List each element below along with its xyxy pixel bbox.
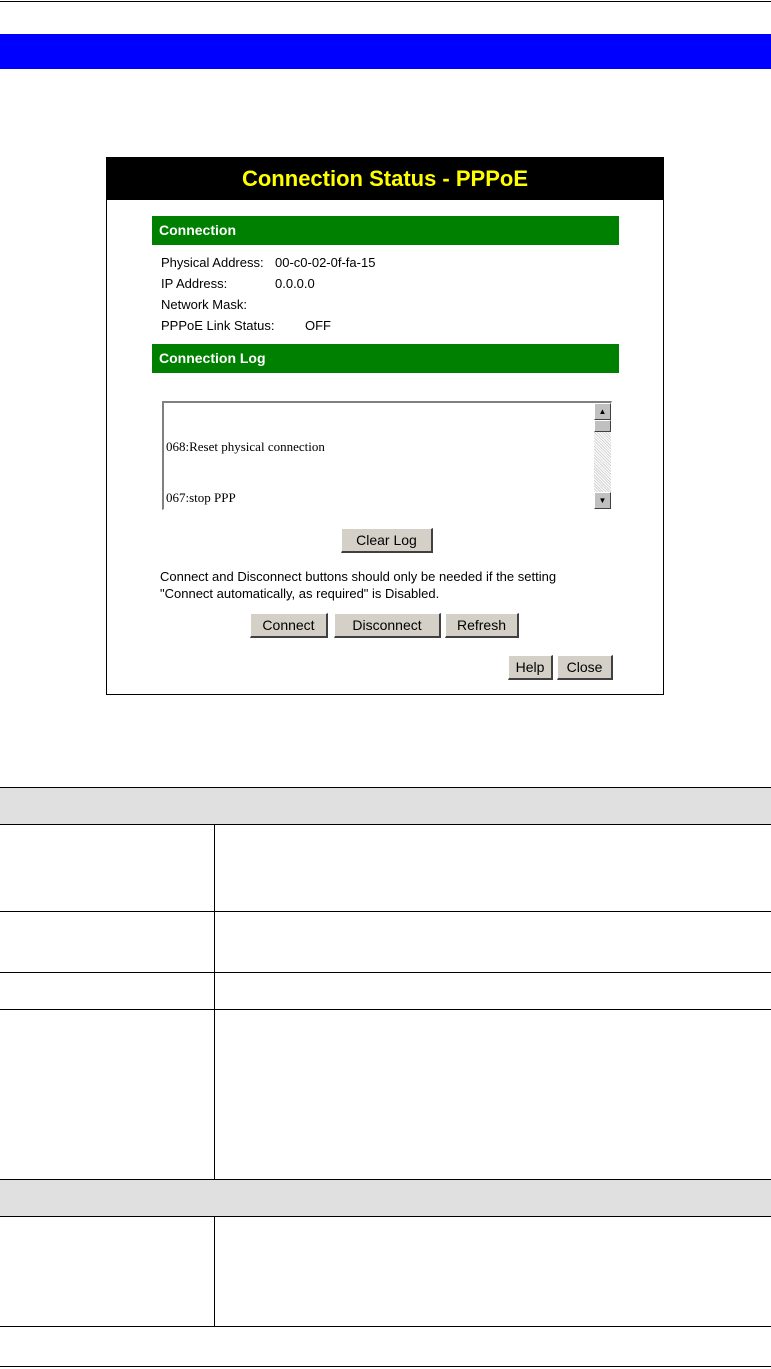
table-section-header-row — [0, 787, 771, 824]
network-mask-row — [161, 296, 247, 314]
clear-log-button[interactable]: Clear Log — [341, 528, 433, 553]
network-mask-label: Network Mask: — [161, 297, 247, 312]
window-title: Connection Status - PPPoE — [107, 158, 663, 200]
connect-note — [160, 568, 600, 602]
table-row — [0, 911, 771, 972]
close-button[interactable]: Close — [557, 655, 613, 680]
connection-log-textarea[interactable] — [162, 401, 612, 510]
connection-section-header: Connection — [152, 216, 619, 245]
physical-address-label: Physical Address: — [161, 255, 264, 270]
connect-button[interactable]: Connect — [250, 613, 328, 638]
pppoe-link-status-row — [161, 317, 331, 335]
ip-address-value: 0.0.0.0 — [275, 276, 315, 291]
connection-log-lines — [166, 404, 591, 510]
log-line: 068:Reset physical connection — [166, 439, 325, 454]
table-row — [0, 972, 771, 1009]
ip-address-row — [161, 275, 315, 293]
pppoe-link-status-label: PPPoE Link Status: — [161, 318, 275, 333]
connection-status-window — [106, 157, 664, 695]
chapter-header-bar — [0, 34, 771, 69]
physical-address-row — [161, 254, 376, 272]
log-line: 067:stop PPP — [166, 490, 236, 505]
refresh-button[interactable]: Refresh — [445, 613, 519, 638]
bottom-rule — [0, 1366, 771, 1367]
connection-log-section-header: Connection Log — [152, 344, 619, 373]
connect-note-line-2: "Connect automatically, as required" is Disabled. — [160, 586, 440, 601]
table-row — [0, 824, 771, 911]
pppoe-link-status-value: OFF — [305, 318, 331, 333]
ip-address-label: IP Address: — [161, 276, 228, 291]
connect-note-line-1: Connect and Disconnect buttons should only be needed if the setting — [160, 569, 557, 584]
scroll-down-arrow-icon[interactable]: ▼ — [594, 492, 611, 509]
help-button[interactable]: Help — [508, 655, 553, 680]
table-section-header-row — [0, 1179, 771, 1216]
table-row — [0, 1216, 771, 1327]
scroll-thumb[interactable] — [594, 420, 611, 432]
log-scrollbar[interactable] — [594, 403, 611, 509]
scroll-up-arrow-icon[interactable]: ▲ — [594, 403, 611, 420]
table-row — [0, 1009, 771, 1179]
physical-address-value: 00-c0-02-0f-fa-15 — [275, 255, 376, 270]
disconnect-button[interactable]: Disconnect — [334, 613, 441, 638]
top-rule — [0, 1, 771, 2]
